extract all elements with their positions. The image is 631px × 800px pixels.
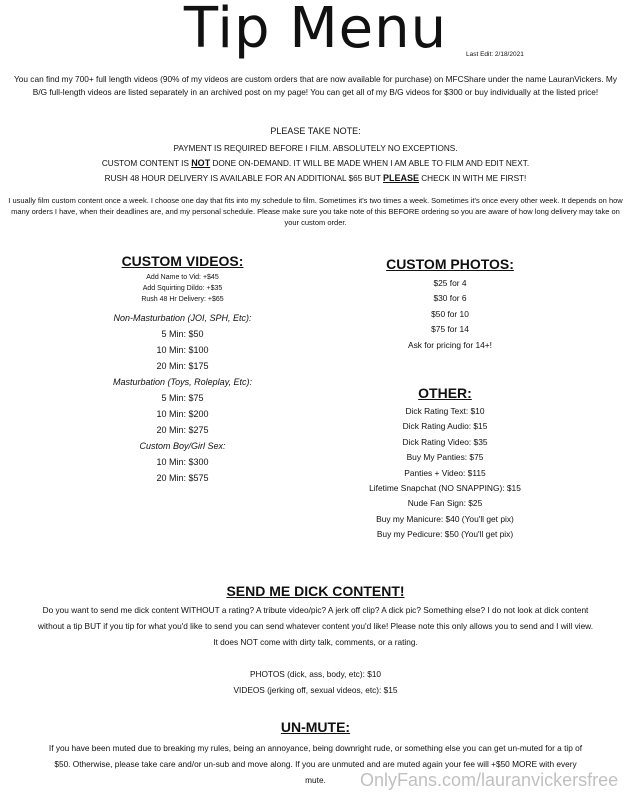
- custom-videos-section: [70, 253, 295, 486]
- other-item: Nude Fan Sign: $25: [407, 498, 483, 509]
- photo-price-item: $25 for 4: [433, 278, 467, 288]
- other-section: [345, 385, 545, 543]
- other-item: Panties + Video: $115: [404, 467, 486, 478]
- price-item: 5 Min: $75: [161, 393, 204, 403]
- send-content-section: [0, 583, 631, 698]
- video-group-label: Custom Boy/Girl Sex:: [139, 441, 226, 451]
- video-group-label: Masturbation (Toys, Roleplay, Etc):: [112, 377, 253, 387]
- addon-list: [70, 272, 295, 305]
- other-item: Lifetime Snapchat (NO SNAPPING): $15: [369, 483, 521, 494]
- other-item: Buy My Panties: $75: [406, 452, 484, 463]
- other-item: Buy my Manicure: $40 (You'll get pix): [376, 513, 514, 524]
- photo-price-item: $75 for 14: [431, 324, 469, 335]
- custom-photos-heading: CUSTOM PHOTOS:: [386, 256, 514, 272]
- custom-note: CUSTOM CONTENT IS NOT DONE ON-DEMAND. IT WILL BE MADE WHEN I AM ABLE TO FILM AND EDIT NEXT.: [101, 158, 530, 168]
- price-item: 10 Min: $100: [156, 345, 209, 355]
- photo-price-item: $50 for 10: [431, 308, 469, 319]
- video-group-label: Non-Masturbation (JOI, SPH, Etc):: [113, 313, 252, 323]
- send-content-body: Do you want to send me dick content WITHOUT a rating? A tribute video/pic? A jerk off clip? A dick pic? Something else? I do not look at dick content without a tip BUT if you tip for what you'd like to send you can send whatever content you'd like! Please note this only allows you to send and I will view. It does NOT come with dirty talk, comments, or a rating.: [37, 605, 594, 647]
- note-heading: PLEASE TAKE NOTE:: [270, 126, 361, 136]
- title-area: [0, 0, 631, 70]
- send-content-heading: SEND ME DICK CONTENT!: [226, 583, 405, 599]
- page-title: Tip Menu: [183, 0, 448, 61]
- other-heading: OTHER:: [418, 385, 472, 401]
- other-item: Dick Rating Audio: $15: [402, 421, 488, 432]
- custom-videos-heading: CUSTOM VIDEOS:: [121, 253, 244, 269]
- photo-price-item: $30 for 6: [433, 293, 467, 304]
- other-item: Dick Rating Text: $10: [405, 406, 485, 416]
- send-videos-price: VIDEOS (jerking off, sexual videos, etc): $15: [233, 685, 398, 695]
- price-item: 10 Min: $300: [156, 457, 209, 467]
- send-photos-price: PHOTOS (dick, ass, body, etc): $10: [249, 669, 382, 679]
- other-item: Dick Rating Video: $35: [402, 436, 488, 447]
- schedule-text: I usually film custom content once a week. I choose one day that fits into my schedule to film. Sometimes it's two times a week. Sometimes it's once every other week. It depends on how many orders I have, when their deadlines are, and my personal schedule. Please make sure you take note of this BEFORE ordering so you are aware of how long delivery may take on your custom order.: [8, 196, 623, 228]
- notes-block: [0, 141, 631, 186]
- photo-price-item: Ask for pricing for 14+!: [407, 339, 493, 350]
- price-item: 20 Min: $575: [156, 473, 209, 483]
- payment-note: PAYMENT IS REQUIRED BEFORE I FILM. ABSOLUTELY NO EXCEPTIONS.: [173, 144, 458, 153]
- price-item: 10 Min: $200: [156, 409, 209, 419]
- watermark-text: OnlyFans.com/lauranvickersfree: [360, 770, 619, 790]
- price-item: 5 Min: $50: [161, 329, 204, 339]
- addon-item: Add Name to Vid: +$45: [146, 274, 219, 281]
- other-item: Buy my Pedicure: $50 (You'll get pix): [376, 529, 514, 540]
- price-item: 20 Min: $275: [156, 425, 209, 435]
- custom-photos-section: [350, 256, 550, 353]
- price-item: 20 Min: $175: [156, 361, 209, 371]
- unmute-body: If you have been muted due to breaking my rules, being an annoyance, being downright rude, or something else you can get un-muted for a tip of $50. Otherwise, please take care and/or un-sub and move along. If you are unmuted and are muted again your fee will +$50 MORE with every mute.: [48, 743, 583, 785]
- intro-text: You can find my 700+ full length videos (90% of my videos are custom orders that are now available for purchase) on MFCShare under the name LauranVickers. My B/G full-length videos are listed separately in an archived post on my page! You can get all of my B/G videos for $300 or buy individually at the listed price!: [14, 74, 617, 97]
- addon-item: Add Squirting Dildo: +$35: [142, 285, 223, 292]
- addon-item: Rush 48 Hr Delivery: +$65: [141, 296, 224, 303]
- unmute-heading: UN-MUTE:: [280, 719, 351, 735]
- last-edit-date: Last Edit: 2/18/2021: [466, 51, 524, 58]
- rush-note: RUSH 48 HOUR DELIVERY IS AVAILABLE FOR AN ADDITIONAL $65 BUT PLEASE CHECK IN WITH ME FIRST!: [104, 173, 527, 183]
